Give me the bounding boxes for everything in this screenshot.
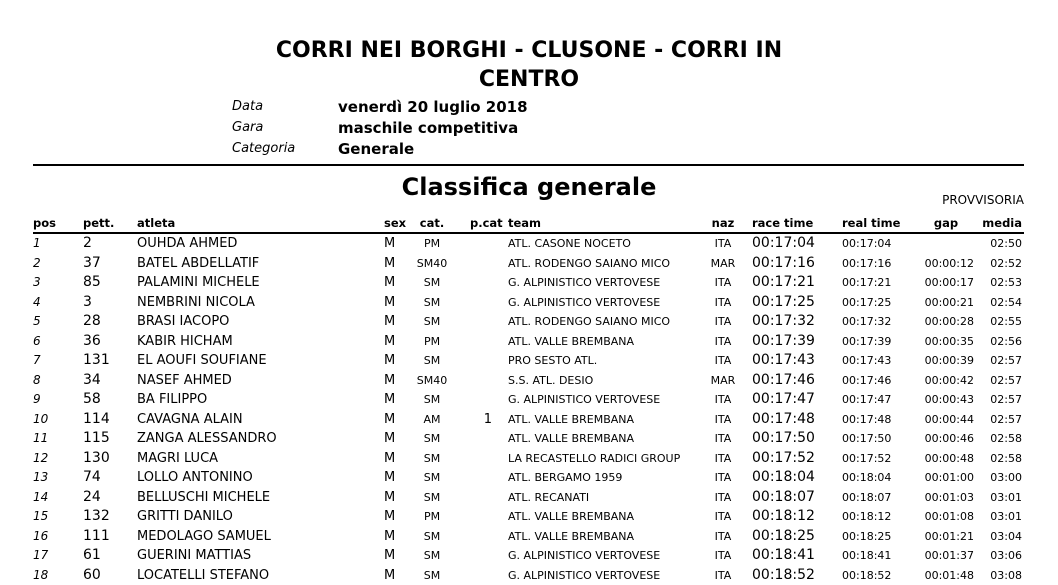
cell-real-time: 00:18:12 [842,507,891,527]
cell-bib: 115 [83,429,110,449]
cell-real-time: 00:18:41 [842,546,891,566]
cell-real-time: 00:17:48 [842,410,891,430]
table-header [0,214,1058,232]
cell-pace: 02:53 [978,273,1022,293]
cell-nationality: ITA [707,390,739,410]
document-title-line1: CORRI NEI BORGHI - CLUSONE - CORRI IN [0,36,1058,65]
cell-sex: M [384,488,395,508]
cell-pace: 02:57 [978,351,1022,371]
cell-bib: 85 [83,273,101,293]
cell-category-rank: 1 [470,410,492,430]
header-divider [33,164,1024,166]
cell-sex: M [384,390,395,410]
cell-category: SM [412,566,452,585]
cell-nationality: MAR [707,254,739,274]
cell-real-time: 00:17:16 [842,254,891,274]
table-row [0,507,1058,527]
cell-pos: 3 [33,273,41,293]
meta-row-data [0,96,600,118]
cell-bib: 3 [83,293,92,313]
cell-pace: 03:00 [978,468,1022,488]
cell-race-time: 00:18:52 [752,566,815,585]
cell-nationality: ITA [707,488,739,508]
cell-category: AM [412,410,452,430]
cell-team: LA RECASTELLO RADICI GROUP [508,449,680,469]
cell-team: G. ALPINISTICO VERTOVESE [508,566,660,585]
cell-category: PM [412,332,452,352]
cell-race-time: 00:17:21 [752,273,815,293]
cell-pos: 16 [33,527,48,547]
cell-nationality: ITA [707,527,739,547]
cell-bib: 74 [83,468,101,488]
cell-sex: M [384,429,395,449]
cell-athlete: KABIR HICHAM [137,332,233,352]
cell-pos: 6 [33,332,41,352]
cell-sex: M [384,234,395,254]
meta-value: venerdì 20 luglio 2018 [338,96,528,118]
cell-race-time: 00:17:50 [752,429,815,449]
cell-sex: M [384,566,395,585]
cell-bib: 61 [83,546,101,566]
col-header-sex: sex [384,214,406,232]
cell-pace: 02:58 [978,449,1022,469]
cell-category: SM [412,468,452,488]
document-title-line2: CENTRO [0,65,1058,94]
cell-nationality: ITA [707,312,739,332]
cell-race-time: 00:17:04 [752,234,815,254]
cell-nationality: ITA [707,332,739,352]
cell-sex: M [384,312,395,332]
cell-bib: 37 [83,254,101,274]
cell-nationality: ITA [707,449,739,469]
cell-team: ATL. CASONE NOCETO [508,234,631,254]
cell-category: SM [412,546,452,566]
cell-sex: M [384,273,395,293]
cell-pace: 02:54 [978,293,1022,313]
cell-category: SM40 [412,371,452,391]
cell-bib: 34 [83,371,101,391]
cell-real-time: 00:17:04 [842,234,891,254]
cell-bib: 132 [83,507,110,527]
cell-real-time: 00:17:39 [842,332,891,352]
cell-pos: 17 [33,546,48,566]
cell-team: G. ALPINISTICO VERTOVESE [508,273,660,293]
cell-real-time: 00:17:43 [842,351,891,371]
meta-row-categoria [0,138,600,160]
cell-race-time: 00:17:46 [752,371,815,391]
cell-nationality: ITA [707,234,739,254]
cell-athlete: BELLUSCHI MICHELE [137,488,270,508]
cell-gap: 00:01:03 [900,488,974,508]
table-row [0,273,1058,293]
cell-gap: 00:00:12 [900,254,974,274]
cell-race-time: 00:17:39 [752,332,815,352]
cell-bib: 60 [83,566,101,585]
col-header-naz: naz [707,214,739,232]
cell-race-time: 00:18:07 [752,488,815,508]
cell-sex: M [384,371,395,391]
status-label: PROVVISORIA [942,192,1024,208]
cell-race-time: 00:18:25 [752,527,815,547]
meta-value: Generale [338,138,414,160]
table-row [0,332,1058,352]
cell-bib: 111 [83,527,110,547]
cell-gap: 00:00:48 [900,449,974,469]
col-header-pett: pett. [83,214,114,232]
cell-pos: 11 [33,429,48,449]
cell-pace: 02:50 [978,234,1022,254]
meta-label: Gara [232,117,263,139]
table-row [0,468,1058,488]
col-header-pos: pos [33,214,56,232]
col-header-pcat: p.cat [470,214,503,232]
cell-gap: 00:00:17 [900,273,974,293]
cell-pos: 2 [33,254,41,274]
cell-category: SM [412,293,452,313]
cell-gap: 00:00:35 [900,332,974,352]
cell-team: ATL. VALLE BREMBANA [508,429,634,449]
col-header-race-time: race time [752,214,813,232]
cell-bib: 131 [83,351,110,371]
cell-category: SM [412,449,452,469]
cell-team: ATL. VALLE BREMBANA [508,507,634,527]
cell-category: SM40 [412,254,452,274]
table-row [0,546,1058,566]
cell-gap: 00:00:21 [900,293,974,313]
cell-gap: 00:00:43 [900,390,974,410]
cell-athlete: MEDOLAGO SAMUEL [137,527,271,547]
cell-real-time: 00:18:04 [842,468,891,488]
col-header-atleta: atleta [137,214,175,232]
cell-sex: M [384,410,395,430]
cell-pace: 02:58 [978,429,1022,449]
cell-gap: 00:00:28 [900,312,974,332]
cell-race-time: 00:18:41 [752,546,815,566]
cell-bib: 2 [83,234,92,254]
table-row [0,351,1058,371]
cell-team: ATL. RECANATI [508,488,589,508]
meta-value: maschile competitiva [338,117,518,139]
cell-race-time: 00:18:12 [752,507,815,527]
cell-bib: 130 [83,449,110,469]
table-row [0,527,1058,547]
cell-team: ATL. BERGAMO 1959 [508,468,622,488]
cell-bib: 24 [83,488,101,508]
cell-nationality: ITA [707,429,739,449]
col-header-team: team [508,214,541,232]
table-row [0,371,1058,391]
cell-pos: 9 [33,390,41,410]
cell-sex: M [384,546,395,566]
cell-team: PRO SESTO ATL. [508,351,597,371]
cell-athlete: GUERINI MATTIAS [137,546,251,566]
cell-athlete: BATEL ABDELLATIF [137,254,259,274]
table-row [0,566,1058,585]
cell-real-time: 00:17:25 [842,293,891,313]
cell-gap: 00:00:39 [900,351,974,371]
cell-athlete: MAGRI LUCA [137,449,218,469]
cell-team: ATL. RODENGO SAIANO MICO [508,312,670,332]
cell-pace: 03:06 [978,546,1022,566]
cell-team: ATL. VALLE BREMBANA [508,332,634,352]
cell-nationality: ITA [707,507,739,527]
cell-real-time: 00:17:52 [842,449,891,469]
cell-athlete: LOCATELLI STEFANO [137,566,269,585]
col-header-gap: gap [918,214,974,232]
cell-sex: M [384,527,395,547]
cell-gap: 00:00:46 [900,429,974,449]
cell-pace: 02:55 [978,312,1022,332]
cell-team: ATL. RODENGO SAIANO MICO [508,254,670,274]
cell-gap: 00:01:08 [900,507,974,527]
cell-sex: M [384,351,395,371]
cell-pos: 1 [33,234,41,254]
cell-pos: 18 [33,566,48,585]
table-row [0,488,1058,508]
cell-race-time: 00:17:48 [752,410,815,430]
cell-sex: M [384,468,395,488]
table-row [0,254,1058,274]
cell-bib: 58 [83,390,101,410]
cell-category: SM [412,488,452,508]
table-row [0,410,1058,430]
cell-real-time: 00:17:50 [842,429,891,449]
cell-athlete: GRITTI DANILO [137,507,233,527]
cell-pos: 7 [33,351,41,371]
cell-athlete: LOLLO ANTONINO [137,468,253,488]
cell-team: G. ALPINISTICO VERTOVESE [508,390,660,410]
cell-real-time: 00:18:25 [842,527,891,547]
cell-real-time: 00:17:21 [842,273,891,293]
cell-category: SM [412,273,452,293]
meta-label: Data [232,96,263,118]
cell-pace: 02:57 [978,390,1022,410]
cell-nationality: ITA [707,546,739,566]
cell-real-time: 00:17:46 [842,371,891,391]
cell-nationality: MAR [707,371,739,391]
col-header-real-time: real time [842,214,900,232]
cell-pace: 03:01 [978,507,1022,527]
cell-pace: 02:52 [978,254,1022,274]
cell-pos: 5 [33,312,41,332]
cell-athlete: EL AOUFI SOUFIANE [137,351,267,371]
cell-real-time: 00:17:32 [842,312,891,332]
cell-sex: M [384,332,395,352]
cell-pos: 12 [33,449,48,469]
cell-athlete: BRASI IACOPO [137,312,229,332]
cell-team: ATL. VALLE BREMBANA [508,527,634,547]
cell-sex: M [384,254,395,274]
cell-category: SM [412,527,452,547]
cell-real-time: 00:18:52 [842,566,891,585]
cell-real-time: 00:18:07 [842,488,891,508]
cell-athlete: PALAMINI MICHELE [137,273,260,293]
cell-nationality: ITA [707,273,739,293]
cell-nationality: ITA [707,468,739,488]
cell-nationality: ITA [707,293,739,313]
col-header-media: media [978,214,1022,232]
cell-athlete: NEMBRINI NICOLA [137,293,255,313]
cell-bib: 114 [83,410,110,430]
cell-team: ATL. VALLE BREMBANA [508,410,634,430]
cell-pace: 02:56 [978,332,1022,352]
cell-pos: 4 [33,293,41,313]
table-row [0,293,1058,313]
cell-pace: 02:57 [978,410,1022,430]
cell-team: G. ALPINISTICO VERTOVESE [508,546,660,566]
cell-race-time: 00:18:04 [752,468,815,488]
cell-gap: 00:00:44 [900,410,974,430]
cell-race-time: 00:17:16 [752,254,815,274]
meta-row-gara [0,117,600,139]
cell-gap: 00:01:48 [900,566,974,585]
cell-race-time: 00:17:43 [752,351,815,371]
cell-nationality: ITA [707,410,739,430]
cell-category: SM [412,390,452,410]
cell-category: PM [412,507,452,527]
cell-athlete: ZANGA ALESSANDRO [137,429,277,449]
cell-gap: 00:01:37 [900,546,974,566]
cell-pace: 02:57 [978,371,1022,391]
cell-pos: 14 [33,488,48,508]
cell-pace: 03:01 [978,488,1022,508]
cell-gap: 00:01:00 [900,468,974,488]
cell-bib: 36 [83,332,101,352]
col-header-cat: cat. [412,214,452,232]
cell-pos: 10 [33,410,48,430]
cell-athlete: NASEF AHMED [137,371,232,391]
cell-gap: 00:00:42 [900,371,974,391]
cell-race-time: 00:17:47 [752,390,815,410]
cell-category: SM [412,351,452,371]
cell-team: G. ALPINISTICO VERTOVESE [508,293,660,313]
meta-label: Categoria [232,138,295,160]
cell-sex: M [384,449,395,469]
cell-sex: M [384,293,395,313]
table-row [0,390,1058,410]
cell-pos: 15 [33,507,48,527]
cell-gap: 00:01:21 [900,527,974,547]
cell-athlete: CAVAGNA ALAIN [137,410,243,430]
cell-race-time: 00:17:25 [752,293,815,313]
table-row [0,449,1058,469]
cell-real-time: 00:17:47 [842,390,891,410]
cell-category: SM [412,429,452,449]
cell-nationality: ITA [707,351,739,371]
cell-race-time: 00:17:52 [752,449,815,469]
table-row [0,312,1058,332]
cell-pace: 03:08 [978,566,1022,585]
cell-bib: 28 [83,312,101,332]
results-title: Classifica generale [0,172,1058,202]
table-row [0,234,1058,254]
cell-sex: M [384,507,395,527]
cell-race-time: 00:17:32 [752,312,815,332]
cell-category: SM [412,312,452,332]
cell-pos: 8 [33,371,41,391]
cell-category: PM [412,234,452,254]
cell-pos: 13 [33,468,48,488]
cell-athlete: BA FILIPPO [137,390,207,410]
cell-athlete: OUHDA AHMED [137,234,237,254]
cell-team: S.S. ATL. DESIO [508,371,593,391]
cell-nationality: ITA [707,566,739,585]
table-row [0,429,1058,449]
cell-pace: 03:04 [978,527,1022,547]
